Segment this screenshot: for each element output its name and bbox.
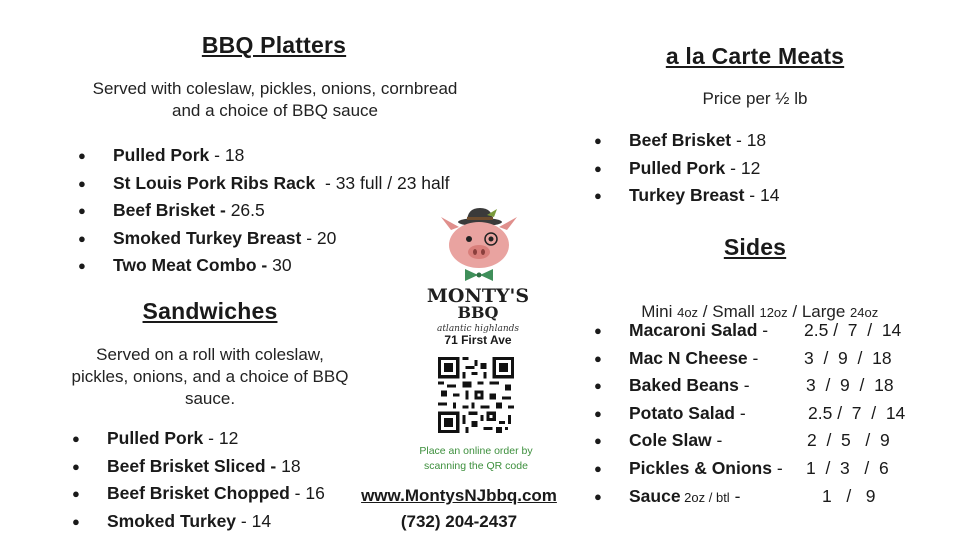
bullet-icon: ● bbox=[594, 405, 602, 421]
size-oz-large: 24oz bbox=[850, 305, 879, 320]
list-item bbox=[594, 483, 934, 511]
bullet-icon: ● bbox=[594, 488, 602, 504]
item-name: Pulled Pork bbox=[113, 145, 210, 165]
list-item bbox=[594, 127, 924, 155]
item-dash: - bbox=[771, 457, 783, 478]
item-dash: - bbox=[747, 347, 759, 368]
item-price: - 12 bbox=[725, 157, 761, 178]
website-link[interactable]: www.MontysNJbbq.com bbox=[361, 486, 557, 505]
item-dash: - bbox=[757, 320, 769, 340]
item-name: Pulled Pork bbox=[629, 157, 726, 178]
list-item bbox=[594, 427, 934, 455]
item-price: - 16 bbox=[289, 483, 325, 504]
list-item bbox=[594, 182, 924, 210]
item-price: 18 bbox=[281, 455, 301, 476]
list-item bbox=[594, 155, 924, 183]
item-size-note: 2oz / btl bbox=[680, 489, 730, 505]
item-name: Beef Brisket Chopped bbox=[107, 483, 290, 504]
item-prices: 2 / 5 / 9 bbox=[807, 430, 890, 451]
item-dash: - bbox=[735, 402, 746, 423]
bullet-icon: ● bbox=[594, 160, 602, 176]
item-name: Smoked Turkey bbox=[107, 510, 237, 531]
list-item bbox=[72, 425, 362, 453]
item-price: - 33 full / 23 half bbox=[315, 172, 450, 193]
qr-code-icon[interactable] bbox=[438, 357, 514, 433]
item-name: Turkey Breast bbox=[629, 185, 745, 206]
item-name: Smoked Turkey Breast bbox=[113, 227, 302, 248]
platters-subtitle-line1: Served with coleslaw, pickles, onions, cornbread bbox=[92, 79, 458, 98]
item-name: Beef Brisket - bbox=[113, 200, 231, 221]
item-name: St Louis Pork Ribs Rack bbox=[113, 172, 316, 193]
bullet-icon: ● bbox=[78, 230, 86, 246]
item-price: - 20 bbox=[301, 227, 337, 248]
platters-title: BBQ Platters bbox=[201, 32, 347, 58]
item-price: - 12 bbox=[203, 428, 239, 448]
item-price: - 14 bbox=[744, 185, 780, 206]
sandwiches-subtitle-line2: pickles, onions, and a choice of BBQ bbox=[71, 367, 349, 386]
bullet-icon: ● bbox=[594, 188, 602, 204]
list-item bbox=[72, 453, 362, 481]
item-name: Sauce bbox=[629, 485, 681, 506]
bullet-icon: ● bbox=[594, 323, 602, 338]
item-prices: 3 / 9 / 18 bbox=[806, 375, 894, 396]
platters-subtitle bbox=[40, 78, 510, 122]
bullet-icon: ● bbox=[594, 433, 602, 449]
item-prices: 3 / 9 / 18 bbox=[804, 347, 892, 368]
bullet-icon: ● bbox=[594, 133, 602, 148]
item-name: Beef Brisket Sliced - bbox=[107, 455, 282, 476]
bullet-icon: ● bbox=[72, 513, 80, 529]
bullet-icon: ● bbox=[78, 258, 86, 274]
item-price: - 18 bbox=[209, 145, 245, 165]
item-dash: - bbox=[729, 485, 741, 506]
item-dash: - bbox=[738, 375, 750, 396]
phone-number[interactable]: (732) 204-2437 bbox=[400, 512, 518, 531]
sandwiches-subtitle-line3: sauce. bbox=[184, 389, 236, 408]
address: 71 First Ave bbox=[444, 333, 512, 347]
item-prices: 1 / 3 / 6 bbox=[806, 457, 889, 478]
sides-title: Sides bbox=[723, 234, 787, 260]
list-item bbox=[594, 317, 934, 345]
list-item bbox=[72, 508, 362, 536]
sandwiches-title: Sandwiches bbox=[142, 298, 278, 324]
list-item bbox=[78, 142, 518, 170]
pig-mascot-icon bbox=[403, 205, 553, 333]
platters-subtitle-line2: and a choice of BBQ sauce bbox=[171, 101, 379, 120]
bullet-icon: ● bbox=[78, 148, 86, 163]
bullet-icon: ● bbox=[594, 378, 602, 394]
order-note-line2: scanning the QR code bbox=[424, 460, 528, 472]
logo-bbq: BBQ bbox=[457, 303, 499, 322]
order-note-line1: Place an online order by bbox=[419, 445, 533, 457]
item-name: Two Meat Combo - bbox=[113, 255, 273, 276]
size-oz-mini: 4oz bbox=[677, 305, 699, 320]
item-name: Pulled Pork bbox=[107, 428, 204, 448]
item-dash: - bbox=[711, 430, 723, 451]
item-name: Potato Salad bbox=[629, 402, 735, 423]
list-item bbox=[78, 170, 518, 198]
list-item bbox=[594, 345, 934, 373]
bullet-icon: ● bbox=[72, 431, 80, 446]
list-item bbox=[594, 372, 934, 400]
alacarte-title: a la Carte Meats bbox=[665, 43, 845, 69]
alacarte-list bbox=[594, 127, 924, 210]
logo-name: MONTY'S bbox=[426, 285, 530, 307]
item-prices: 2.5 / 7 / 14 bbox=[804, 320, 902, 340]
bullet-icon: ● bbox=[594, 350, 602, 366]
item-price: - 14 bbox=[236, 510, 272, 531]
item-price: 26.5 bbox=[230, 200, 265, 221]
list-item bbox=[594, 400, 934, 428]
size-oz-small: 12oz bbox=[759, 305, 788, 320]
list-item bbox=[72, 480, 362, 508]
bullet-icon: ● bbox=[72, 458, 80, 474]
sandwiches-subtitle-line1: Served on a roll with coleslaw, bbox=[96, 345, 324, 364]
size-label-mini: Mini bbox=[641, 302, 678, 321]
order-note bbox=[400, 444, 552, 474]
item-price: 30 bbox=[272, 255, 292, 276]
montys-logo bbox=[403, 205, 553, 338]
size-label-small: / Small bbox=[698, 302, 760, 321]
item-name: Pickles & Onions bbox=[629, 457, 772, 478]
list-item bbox=[594, 455, 934, 483]
logo-tagline: atlantic highlands bbox=[436, 324, 520, 333]
sandwiches-list bbox=[72, 425, 362, 535]
size-label-large: / Large bbox=[787, 302, 851, 321]
item-price: - 18 bbox=[731, 130, 767, 150]
item-name: Cole Slaw bbox=[629, 430, 712, 451]
item-name: Mac N Cheese bbox=[629, 347, 748, 368]
item-prices: 2.5 / 7 / 14 bbox=[808, 402, 906, 423]
alacarte-subtitle: Price per ½ lb bbox=[702, 89, 808, 108]
bullet-icon: ● bbox=[72, 486, 80, 502]
sides-list bbox=[594, 317, 934, 510]
bullet-icon: ● bbox=[78, 175, 86, 191]
bullet-icon: ● bbox=[78, 203, 86, 219]
item-name: Macaroni Salad bbox=[629, 320, 758, 340]
item-name: Beef Brisket bbox=[629, 130, 732, 150]
item-name: Baked Beans bbox=[629, 375, 739, 396]
sandwiches-subtitle bbox=[40, 344, 380, 410]
item-prices: 1 / 9 bbox=[822, 485, 876, 506]
bullet-icon: ● bbox=[594, 460, 602, 476]
